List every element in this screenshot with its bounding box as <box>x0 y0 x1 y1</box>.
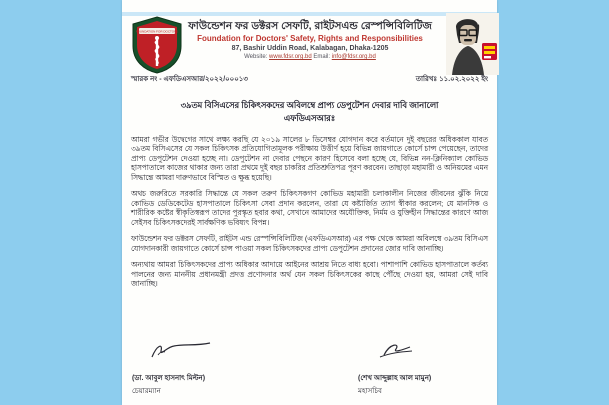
email-label: Email: <box>313 54 331 61</box>
signature-block-secretary <box>358 338 518 397</box>
secretary-name: (শেখ আব্দুল্লাহ আল মামুন) <box>358 375 432 382</box>
mujib-borsho-portrait-logo <box>446 13 499 75</box>
signature-block-chairman <box>132 338 292 397</box>
email-link[interactable]: info@fdsr.org.bd <box>331 54 376 61</box>
secretary-title: মহাসচিব <box>358 388 382 395</box>
letter-document <box>122 0 497 405</box>
letterhead <box>186 20 434 60</box>
paragraph-2: অথচ জরুরিতে সরকারি সিদ্ধান্তে যে সকল তরুণ চিকিৎসকগণ কোভিড মহামারী চলাকালীন নিজের জীবনের ঝুঁকি নিয়ে কোভিড ডেডিকেটেড হাসপাতালে চিকিৎসা সেবা প্রদান করলেন, তারা যে কষ্টার্জিত ত্যাগ স্বীকার করলেন; যে মানসিক ও শারীরিক কষ্টের স্বীকৃতিস্বরূপ তাদের পুরস্কৃত হবার কথা, সেখানে আমাদের অযৌক্তিক, নির্মম ও যুক্তিহীন সিদ্ধান্তের কারণে আজ সেইসব চিকিৎসকদেরই সার্বক্ষণিক ভবিষ্যৎ বিপন্ন। <box>131 189 488 227</box>
paragraph-4: অন্যথায় আমরা চিকিৎসকদের প্রাপ্য অধিকার আদায়ে আইনের আশ্রয় নিতে বাধ্য হবো। পাশাপাশি কোভিড হাসপাতালে কর্তব্য পালনের জন্য মাননীয় প্রধানমন্ত্রী প্রদত্ত প্রণোদনার অর্থ যেন সকল চিকিৎসকের কাছে পৌঁছে দেওয়া হয়, আমরা সেই দাবি জানাচ্ছি। <box>131 260 488 289</box>
memo-row <box>131 73 488 85</box>
letter-subject: ৩৯তম বিসিএসের চিকিৎসকদের অবিলম্বে প্রাপ্য ডেপুটেশন দেবার দাবি জানালো এফডিএসআরঃ <box>180 100 439 123</box>
chairman-signature-icon <box>146 338 216 364</box>
org-name-english: Foundation for Doctors' Safety, Rights and Responsibilities <box>197 34 423 44</box>
website-label: Website: <box>244 54 268 61</box>
secretary-signature-icon <box>372 338 418 364</box>
letter-date: তারিখঃ ১১.০২.২০২২ ইং <box>415 76 488 83</box>
svg-text:FOUNDATION FOR DOCTORS: FOUNDATION FOR DOCTORS <box>135 29 179 34</box>
chairman-name: (ডা. আবুল হাসনাৎ মিল্টন) <box>132 375 206 382</box>
website-link[interactable]: www.fdsr.org.bd <box>269 54 312 61</box>
paragraph-1: আমরা গভীর উদ্বেগের সাথে লক্ষ্য করছি যে ২০১৯ সালের ৮ ডিসেম্বর যোগদান করে বর্তমানে দুই বছরের অধিককাল যাবত ৩৯তম বিসিএসের যে সকল চিকিৎসক প্রতিযোগিতামূলক পরীক্ষায় উত্তীর্ণ হয়ে বিভিন্ন জায়গাতে কোর্সে চান্স পেয়েছেন, তাদের প্রাপ্য ডেপুটেশন দেওয়া হচ্ছে না। ডেপুটেশন না দেবার পেছনে কারণ হিসেবে বলা হচ্ছে যে, বিভিন্ন নন-ক্লিনিক্যাল কোভিড হাসপাতালে কাজের থাকার জন্য তারা প্রথমে দুই বছর চাকরির প্রতিশ্রুতিপত্র পূরণ করবেন। তাছাড়া মহামারী ও অনিয়মের এমন সিদ্ধান্তে আমরা দারুণভাবে বিস্মিত ও ক্ষুব্ধ হয়েছি। <box>131 135 488 182</box>
memo-number: স্মারক নং - এফডিএসআর/২০২২/০০০১৩ <box>131 76 248 83</box>
fdsr-shield-caduceus-logo <box>130 16 184 74</box>
org-contact-line <box>186 54 434 60</box>
chairman-title: চেয়ারম্যান <box>132 388 161 395</box>
paragraph-3: ফাউন্ডেশন ফর ডক্টরস সেফটি, রাইটস এন্ড রেস্পন্সিবিলিটিজ (এফডিএসআর) এর পক্ষ থেকে আমরা অবিলম্বে ৩৯তম বিসিএস যোগদানকারী জায়গাতে কোর্সে চান্স পাওয়া সকল চিকিৎসকদের প্রাপ্য ডেপুটেশন প্রদানের জোর দাবি জানাচ্ছি। <box>131 234 488 253</box>
org-name-bengali: ফাউন্ডেশন ফর ডক্টরস সেফটি, রাইটসএন্ড রেস্পন্সিবিলিটিজ <box>188 20 432 32</box>
org-address: 87, Bashir Uddin Road, Kalabagan, Dhaka-1205 <box>231 45 389 53</box>
letter-body <box>131 135 488 296</box>
